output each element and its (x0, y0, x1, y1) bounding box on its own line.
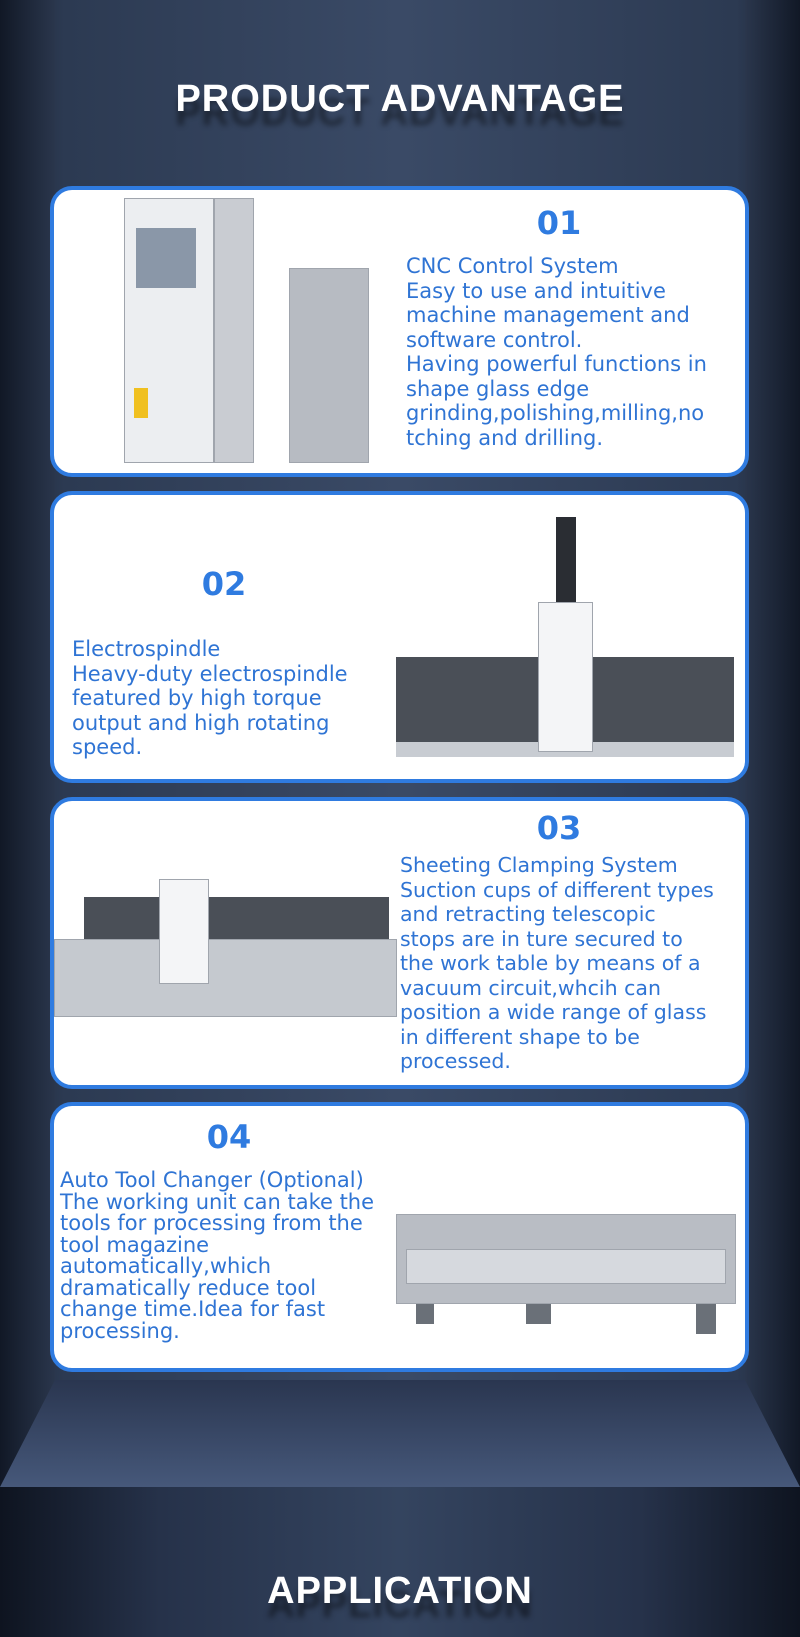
cnc-control-image (114, 198, 389, 468)
feature-number: 02 (201, 565, 247, 603)
page-title: PRODUCT ADVANTAGE (175, 78, 625, 120)
feature-card-2 (50, 491, 749, 783)
feature-card-4 (50, 1102, 749, 1372)
right-wall (745, 0, 800, 1487)
lower-section (0, 1487, 800, 1637)
feature-description: Electrospindle Heavy-duty electrospindle featured by high torque output and high rotating speed. (72, 637, 348, 759)
floor (0, 1380, 800, 1487)
left-wall (0, 0, 55, 1487)
feature-card-1 (50, 186, 749, 477)
electrospindle-image (396, 517, 734, 757)
tool-changer-image (396, 1214, 736, 1349)
feature-description: Auto Tool Changer (Optional) The working unit can take the tools for processing from the tool magazine automatically,which dramatically reduce tool change time.Idea for fast processing. (60, 1168, 375, 1343)
feature-number: 03 (536, 809, 582, 847)
feature-number: 01 (536, 204, 582, 242)
clamping-system-image (54, 879, 397, 1017)
feature-description: Sheeting Clamping System Suction cups of different types and retracting telescopic stops are in ture secured to the work table by means of a vacuum circuit,whcih can position a wide range of glass in different shape to be processed. (400, 853, 714, 1073)
feature-description: CNC Control System Easy to use and intuitive machine management and software control. Having powerful functions in shape glass edge grinding,polishing,milling,no tching and drilling. (406, 254, 707, 450)
feature-card-3 (50, 797, 749, 1089)
feature-number: 04 (206, 1118, 252, 1156)
application-title: APPLICATION (267, 1570, 533, 1612)
